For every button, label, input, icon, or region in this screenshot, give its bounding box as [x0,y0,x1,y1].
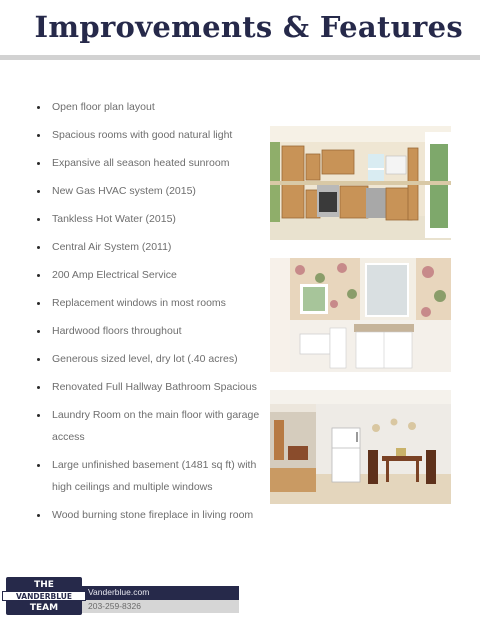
team-logo [6,577,82,615]
header-divider [0,55,480,60]
feature-item: New Gas HVAC system (2015) [36,180,266,202]
bathroom-photo [270,258,451,372]
dining-photo [270,390,451,504]
feature-item: Generous sized level, dry lot (.40 acres) [36,348,266,370]
phone-number: 203-259-8326 [88,601,141,611]
feature-item: Expansive all season heated sunroom [36,152,266,174]
feature-item: Open floor plan layout [36,96,266,118]
feature-item: Spacious rooms with good natural light [36,124,266,146]
feature-item: Replacement windows in most rooms [36,292,266,314]
logo-line-2: VANDERBLUE [16,592,72,601]
website-link[interactable]: Vanderblue.com [88,587,150,597]
feature-item: Large unfinished basement (1481 sq ft) with high ceilings and multiple windows [36,454,266,498]
feature-item: 200 Amp Electrical Service [36,264,266,286]
feature-item: Laundry Room on the main floor with garage access [36,404,266,448]
footer [0,577,240,615]
kitchen-photo [270,126,451,240]
features-list [36,96,266,532]
logo-line-1: THE [34,580,54,590]
feature-item: Tankless Hot Water (2015) [36,208,266,230]
feature-item: Hardwood floors throughout [36,320,266,342]
feature-item: Central Air System (2011) [36,236,266,258]
logo-line-3: TEAM [29,603,59,613]
feature-item: Wood burning stone fireplace in living room [36,504,266,526]
feature-item: Renovated Full Hallway Bathroom Spacious [36,376,266,398]
page-title: Improvements & Features [34,10,463,44]
